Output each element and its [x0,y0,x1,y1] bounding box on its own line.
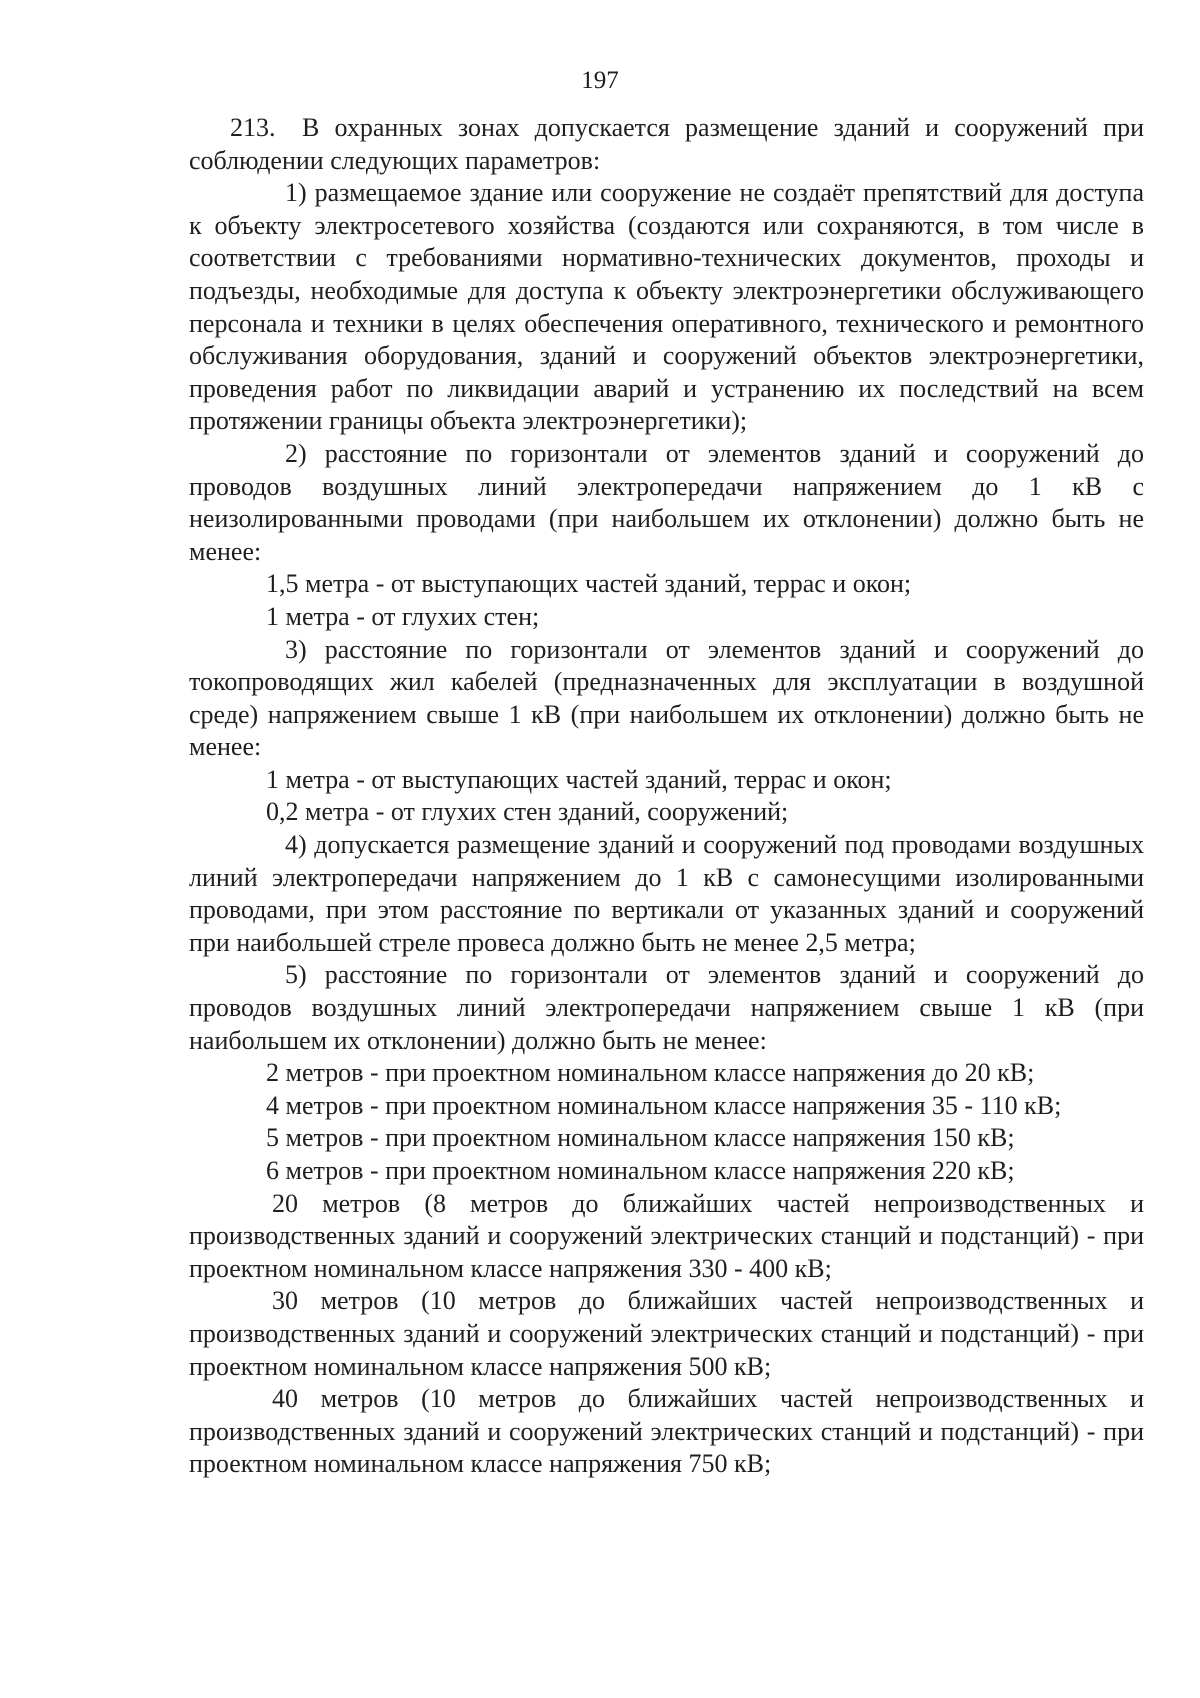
paragraph-number: 213. [230,113,276,142]
item-5-distance-110kv: 4 метров - при проектном номинальном классе напряжения 35 - 110 кВ; [266,1090,1062,1120]
item-4: 4) допускается размещение зданий и сооружений под проводами воздушных линий электропередачи напряжением до 1 кВ с самонесущими изолированными проводами, при этом расстояние по вертикали от указанных зданий и сооружений при наибольшей стреле провеса должно быть не менее 2,5 метра; [189,830,1144,957]
item-5: 5) расстояние по горизонтали от элементов зданий и сооружений до проводов воздушных линий электропередачи напряжением свыше 1 кВ (при наибольшем их отклонении) должно быть не менее: [189,960,1144,1055]
item-2-distance-a: 1,5 метра - от выступающих частей зданий, террас и окон; [266,569,912,599]
item-5-distance-750kv: 40 метров (10 метров до ближайших частей непроизводственных и производственных зданий и сооружений электрических станций и подстанций) - при проектном номинальном классе напряжения 750 кВ; [189,1384,1144,1479]
item-3-distance-b: 0,2 метра - от глухих стен зданий, сооружений; [266,797,789,827]
page-number: 197 [581,67,619,94]
item-5-distance-150kv: 5 метров - при проектном номинальном классе напряжения 150 кВ; [266,1123,1015,1153]
item-5-distance-400kv: 20 метров (8 метров до ближайших частей непроизводственных и производственных зданий и сооружений электрических станций и подстанций) - при проектном номинальном классе напряжения 330 - 400 кВ; [189,1188,1144,1283]
item-1: 1) размещаемое здание или сооружение не создаёт препятствий для доступа к объекту электросетевого хозяйства (создаются или сохраняются, в том числе в соответствии с требованиями нормативно-технических документов, проходы и подъезды, необходимые для доступа к объекту электроэнергетики обслуживающего персонала и техники в целях обеспечения оперативного, технического и ремонтного обслуживания оборудования, зданий и сооружений объектов электроэнергетики, проведения работ по ликвидации аварий и устранению их последствий на всем протяжении границы объекта электроэнергетики); [189,178,1144,436]
item-5-distance-500kv: 30 метров (10 метров до ближайших частей непроизводственных и производственных зданий и сооружений электрических станций и подстанций) - при проектном номинальном классе напряжения 500 кВ; [189,1286,1144,1381]
item-3-distance-a: 1 метра - от выступающих частей зданий, террас и окон; [266,764,892,794]
paragraph-213 [189,112,1144,177]
item-5-distance-220kv: 6 метров - при проектном номинальном классе напряжения 220 кВ; [266,1156,1015,1185]
item-2-distance-b: 1 метра - от глухих стен; [266,601,540,631]
paragraph-text: В охранных зонах допускается размещение зданий и сооружений при соблюдении следующих параметров: [189,113,1144,175]
item-2: 2) расстояние по горизонтали от элементов зданий и сооружений до проводов воздушных линий электропередачи напряжением до 1 кВ с неизолированными проводами (при наибольшем их отклонении) должно быть не менее: [189,438,1144,566]
item-5-distance-20kv: 2 метров - при проектном номинальном классе напряжения до 20 кВ; [266,1058,1035,1088]
item-3: 3) расстояние по горизонтали от элементов зданий и сооружений до токопроводящих жил кабелей (предназначенных для эксплуатации в воздушной среде) напряжением свыше 1 кВ (при наибольшем их отклонении) должно быть не менее: [189,634,1144,762]
document-body [189,112,1144,1481]
